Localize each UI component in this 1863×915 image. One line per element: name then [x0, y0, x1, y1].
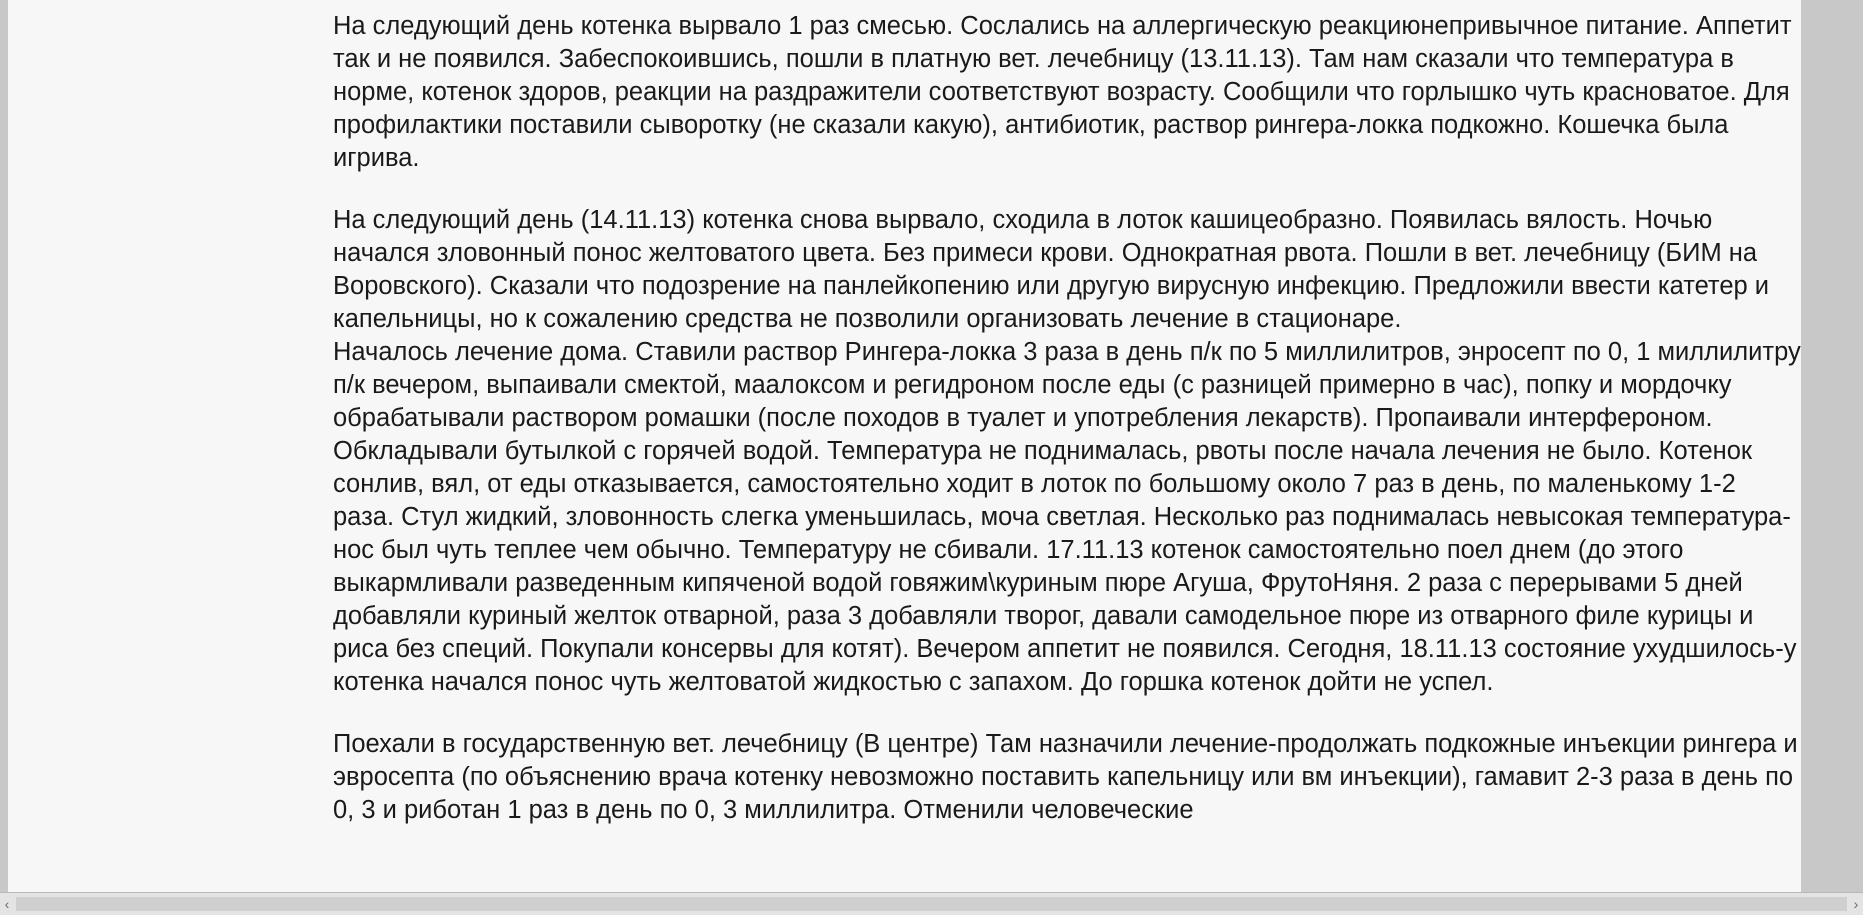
vertical-scrollbar-thumb[interactable] — [1803, 2, 1861, 895]
paragraph-2: На следующий день (14.11.13) котенка снова вырвало, сходила в лоток кашицеобразно. Появилась вялость. Ночью начался зловонный понос желтоватого цвета. Без примеси крови. Однократная рвота. Пошли в вет. лечебницу (БИМ на Воровского). Сказали что подозрение на панлейкопению или другую вирусную инфекцию. Предложили ввести катетер и капельницы, но к сожалению средства не позволили организовать лечение в стационаре. — [333, 206, 1770, 333]
document-page — [8, 0, 1801, 893]
horizontal-scrollbar-track[interactable] — [16, 897, 1847, 911]
paragraph-3: Началось лечение дома. Ставили раствор Рингера-локка 3 раза в день п/к по 5 миллилитров, энросепт по 0, 1 миллилитру п/к вечером, выпаивали смектой, маалоксом и регидроном после еды (с разницей примерно в час), попку и мордочку обрабатывали раствором ромашки (после походов в туалет и употребления лекарств). Пропаивали интерфероном. Обкладывали бутылкой с горячей водой. Температура не поднималась, рвоты после начала лечения не было. Котенок сонлив, вял, от еды отказывается, самостоятельно ходит в лоток по большому около 7 раз в день, по маленькому 1-2 раза. Стул жидкий, зловонность слегка уменьшилась, моча светлая. Несколько раз поднималась невысокая температура-нос был чуть теплее чем обычно. Температуру не сбивали. 17.11.13 котенок самостоятельно поел днем (до этого выкармливали разведенным кипяченой водой говяжим\куриным пюре Агуша, ФрутоНяня. 2 раза с перерывами 5 дней добавляли куриный желток отварной, раза 3 добавляли творог, давали самодельное пюре из отварного филе курицы и риса без специй. Покупали консервы для котят). Вечером аппетит не появился. Сегодня, 18.11.13 состояние ухудшилось-у котенка начался понос чуть желтоватой жидкостью с запахом. До горшка котенок дойти не успел. — [333, 338, 1801, 696]
vertical-scrollbar[interactable] — [1801, 0, 1863, 893]
paragraph-4: Поехали в государственную вет. лечебницу (В центре) Там назначили лечение-продолжать подкожные инъекции рингера и эвросепта (по объяснению врача котенку невозможно поставить капельницу или вм инъекции), гамавит 2-3 раза в день по 0, 3 и риботан 1 раз в день по 0, 3 миллилитра. Отменили человеческие — [333, 730, 1798, 824]
paragraph-1: На следующий день котенка вырвало 1 раз смесью. Сослались на аллергическую реакциюнепривычное питание. Аппетит так и не появился. Забеспокоившись, пошли в платную вет. лечебницу (13.11.13). Там нам сказали что температура в норме, котенок здоров, реакции на раздражители соответствуют возрасту. Сообщили что горлышко чуть красноватое. Для профилактики поставили сыворотку (не сказали какую), антибиотик, раствор рингера-локка подкожно. Кошечка была игрива. — [333, 12, 1792, 172]
horizontal-scrollbar[interactable] — [0, 892, 1863, 915]
scroll-right-arrow-icon[interactable]: › — [1853, 896, 1859, 912]
scroll-left-arrow-icon[interactable]: ‹ — [4, 896, 10, 912]
left-gutter — [0, 0, 8, 893]
article-text — [333, 10, 1801, 856]
